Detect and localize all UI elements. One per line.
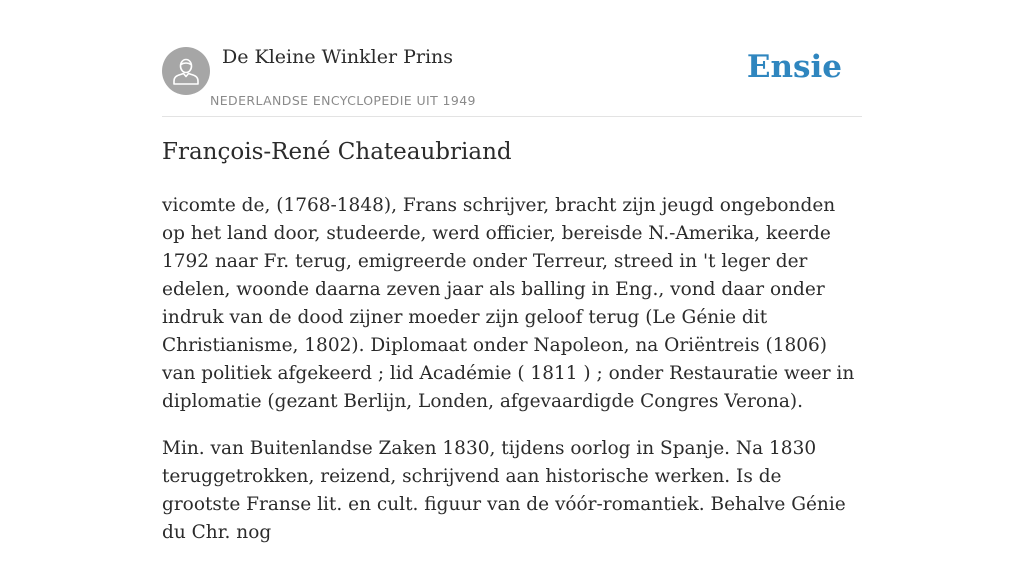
source-subtitle: NEDERLANDSE ENCYCLOPEDIE UIT 1949 [210, 93, 476, 108]
brand-logo[interactable]: Ensie [746, 49, 842, 85]
article-body [162, 192, 862, 566]
source-name[interactable]: De Kleine Winkler Prins [222, 46, 454, 68]
article-paragraph: vicomte de, (1768-1848), Frans schrijver, bracht zijn jeugd ongebonden op het land door, studeerde, werd officier, bereisde N.-Amerika, keerde 1792 naar Fr. terug, emigreerde onder Terreur, streed in 't leger der edelen, woonde daarna zeven jaar als balling in Eng., vond daar onder indruk van de dood zijner moeder zijn geloof terug (Le Génie dit Christianisme, 1802). Diplomaat onder Napoleon, na Oriëntreis (1806) van politiek afgekeerd ; lid Académie ( 1811 ) ; onder Restauratie weer in diplomatie (gezant Berlijn, Londen, afgevaardigde Congres Verona). [162, 195, 855, 412]
page-title: François-René Chateaubriand [162, 139, 512, 165]
article-paragraph: Min. van Buitenlandse Zaken 1830, tijdens oorlog in Spanje. Na 1830 teruggetrokken, reizend, schrijvend aan historische werken. Is de grootste Franse lit. en cult. figuur van de vóór-romantiek. Behalve Génie du Chr. nog [162, 438, 846, 543]
user-icon [162, 47, 210, 95]
source-header [162, 46, 862, 117]
avatar[interactable] [162, 47, 210, 95]
